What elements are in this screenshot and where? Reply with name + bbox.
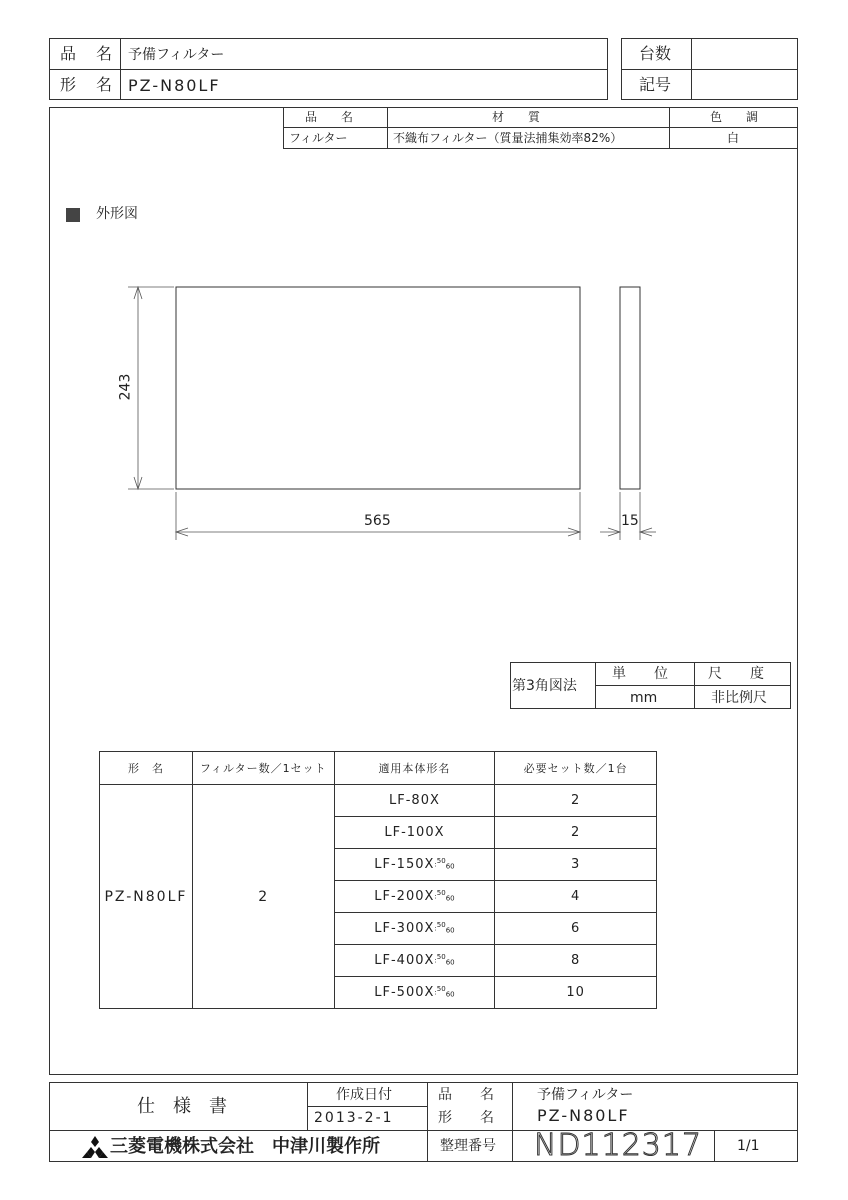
header-katamei-value: PZ-N80LF [128, 76, 221, 95]
apply-body-hz: :$^{50}_{60}$ [434, 857, 455, 871]
dimension-depth: 15 [621, 513, 639, 529]
footer-page: 1/1 [737, 1138, 760, 1154]
apply-header-filters: フィルター数／1セット [192, 752, 334, 785]
header-katamei-label: 形 名 [60, 75, 115, 94]
table-row [100, 785, 657, 817]
apply-body-model [334, 817, 495, 849]
apply-sets: 2 [495, 785, 657, 817]
footer-katamei-value: PZ-N80LF [537, 1106, 630, 1125]
apply-body-name: LF-500X [374, 985, 435, 1000]
apply-body-model [334, 977, 495, 1009]
apply-body-hz: :$^{50}_{60}$ [434, 953, 455, 967]
section-title: 外形図 [96, 206, 138, 222]
projection-scale-value: 非比例尺 [711, 690, 767, 706]
material-row-zaishitsu: 不織布フィルター（質量法捕集効率82%） [393, 131, 623, 145]
dimension-width: 565 [364, 513, 391, 529]
apply-sets: 10 [495, 977, 657, 1009]
projection-scale-label: 尺 度 [708, 666, 764, 682]
apply-sets: 4 [495, 881, 657, 913]
header-hinmei-label: 品 名 [60, 44, 115, 63]
footer-seiri-value: ND112317 [534, 1128, 703, 1163]
projection-unit-value: mm [630, 690, 658, 706]
apply-body-model [334, 849, 495, 881]
apply-header-body: 適用本体形名 [334, 752, 495, 785]
apply-header-sets: 必要セット数／1台 [495, 752, 657, 785]
footer-hinmei-value: 予備フィルター [537, 1087, 634, 1103]
footer-company: 三菱電機株式会社 中津川製作所 [110, 1136, 380, 1157]
material-row-hinmei: フィルター [289, 131, 348, 145]
material-col-zaishitsu: 材 質 [492, 110, 541, 124]
projection-method: 第3角図法 [512, 678, 577, 694]
three-diamonds-logo [82, 1136, 108, 1158]
dimension-height: 243 [117, 373, 134, 401]
filter-side-view [620, 287, 640, 489]
apply-body-name: LF-100X [384, 825, 445, 840]
apply-table [99, 751, 657, 1009]
apply-body-model [334, 913, 495, 945]
apply-body-hz: :$^{50}_{60}$ [434, 985, 455, 999]
apply-sets: 6 [495, 913, 657, 945]
apply-body-model [334, 881, 495, 913]
projection-unit-label: 単 位 [612, 666, 668, 682]
header-kigo-label: 記号 [639, 75, 672, 94]
apply-filters-per-set: 2 [192, 785, 334, 1009]
footer-katamei-label: 形 名 [438, 1110, 494, 1126]
material-col-hinmei: 品 名 [305, 110, 354, 124]
apply-header-model: 形 名 [100, 752, 193, 785]
apply-body-name: LF-200X [374, 889, 435, 904]
apply-body-hz: :$^{50}_{60}$ [434, 921, 455, 935]
material-col-shikichou: 色 調 [710, 110, 759, 124]
apply-body-name: LF-300X [374, 921, 435, 936]
apply-body-name: LF-400X [374, 953, 435, 968]
footer-created-label: 作成日付 [336, 1087, 392, 1103]
footer-created-value: 2013-2-1 [314, 1110, 394, 1126]
apply-table-header-row [100, 752, 657, 785]
apply-sets: 8 [495, 945, 657, 977]
apply-body-hz: :$^{50}_{60}$ [434, 889, 455, 903]
apply-body-model [334, 945, 495, 977]
apply-model: PZ-N80LF [100, 785, 193, 1009]
apply-sets: 3 [495, 849, 657, 881]
filter-front-view [176, 287, 580, 489]
apply-sets: 2 [495, 817, 657, 849]
header-daisu-label: 台数 [639, 44, 672, 63]
header-hinmei-value: 予備フィルター [128, 47, 225, 63]
material-row-shikichou: 白 [727, 131, 740, 145]
footer-doc-title: 仕 様 書 [137, 1096, 227, 1117]
apply-body-name: LF-80X [389, 793, 440, 808]
apply-body-name: LF-150X [374, 857, 435, 872]
footer-seiri-label: 整理番号 [440, 1138, 496, 1154]
apply-body-model [334, 785, 495, 817]
footer-hinmei-label: 品 名 [438, 1087, 494, 1103]
